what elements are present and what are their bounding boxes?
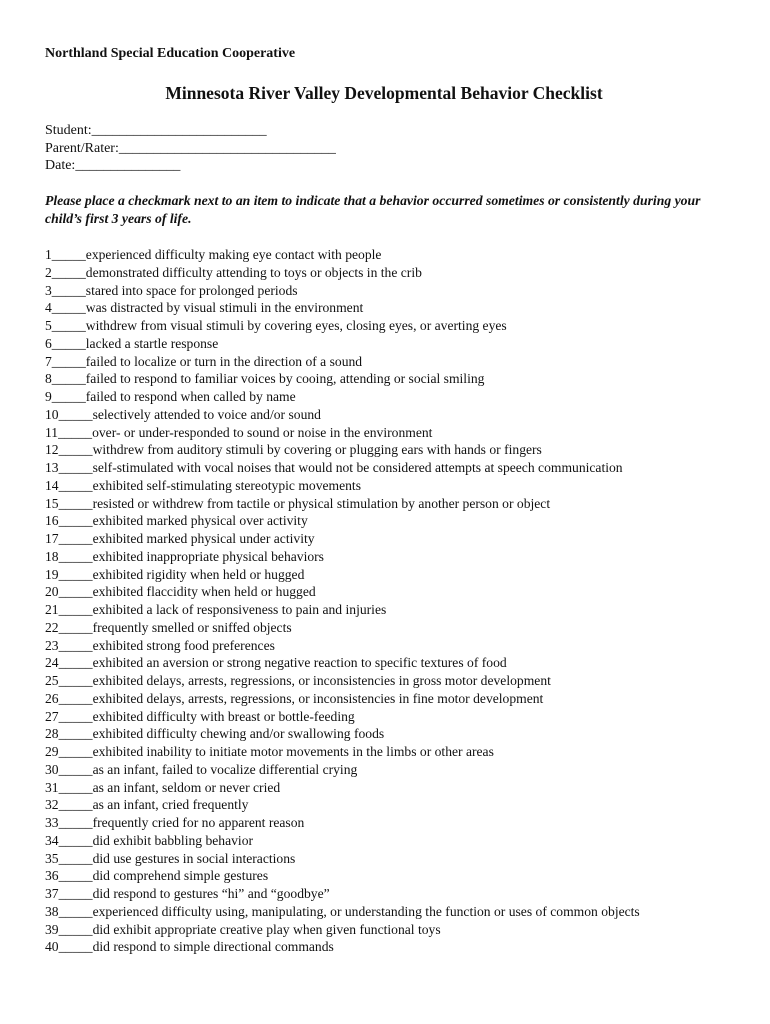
checklist-item: 30_____as an infant, failed to vocalize differential crying	[45, 761, 358, 777]
checklist-item: 14_____exhibited self-stimulating stereotypic movements	[45, 477, 361, 493]
parent-rater-field: Parent/Rater:_______________________________	[45, 140, 336, 156]
checklist-item: 26_____exhibited delays, arrests, regressions, or inconsistencies in fine motor development	[45, 690, 544, 706]
checklist-item: 33_____frequently cried for no apparent reason	[45, 815, 305, 830]
instructions-text: Please place a checkmark next to an item to indicate that a behavior occurred sometimes or consistently during your child’s first 3 years of life.	[45, 193, 701, 226]
checklist-item: 34_____did exhibit babbling behavior	[45, 832, 254, 848]
checklist-item: 9_____failed to respond when called by name	[45, 389, 296, 404]
checklist-item: 12_____withdrew from auditory stimuli by covering or plugging ears with hands or fingers	[45, 442, 542, 458]
checklist-item: 5_____withdrew from visual stimuli by covering eyes, closing eyes, or averting eyes	[45, 318, 507, 333]
checklist-item: 32_____as an infant, cried frequently	[45, 797, 249, 813]
checklist-item: 20_____exhibited flaccidity when held or hugged	[45, 584, 316, 600]
checklist-item: 40_____did respond to simple directional commands	[45, 939, 334, 955]
checklist-item: 8_____failed to respond to familiar voices by cooing, attending or social smiling	[45, 371, 485, 387]
checklist	[45, 246, 745, 956]
checklist-item: 1_____experienced difficulty making eye contact with people	[45, 247, 382, 262]
checklist-item: 15_____resisted or withdrew from tactile or physical stimulation by another person or object	[45, 495, 551, 511]
checklist-item: 22_____frequently smelled or sniffed objects	[45, 619, 292, 635]
student-field: Student:_________________________	[45, 123, 267, 138]
document-title: Minnesota River Valley Developmental Behavior Checklist	[165, 83, 603, 103]
checklist-item: 17_____exhibited marked physical under activity	[45, 531, 315, 546]
checklist-item: 31_____as an infant, seldom or never cried	[45, 779, 281, 795]
checklist-item: 23_____exhibited strong food preferences	[45, 637, 275, 653]
checklist-item: 24_____exhibited an aversion or strong negative reaction to specific textures of food	[45, 655, 507, 671]
checklist-item: 29_____exhibited inability to initiate motor movements in the limbs or other areas	[45, 744, 494, 759]
organization-name: Northland Special Education Cooperative	[45, 46, 296, 61]
checklist-item: 6_____lacked a startle response	[45, 335, 219, 351]
checklist-item: 27_____exhibited difficulty with breast or bottle-feeding	[45, 708, 355, 724]
checklist-item: 16_____exhibited marked physical over activity	[45, 513, 308, 529]
checklist-item: 39_____did exhibit appropriate creative play when given functional toys	[45, 921, 441, 937]
checklist-item: 2_____demonstrated difficulty attending to toys or objects in the crib	[45, 264, 422, 280]
checklist-item: 35_____did use gestures in social interactions	[45, 850, 296, 866]
respondent-fields	[45, 122, 336, 175]
checklist-item: 7_____failed to localize or turn in the direction of a sound	[45, 353, 363, 369]
checklist-item: 28_____exhibited difficulty chewing and/or swallowing foods	[45, 726, 385, 742]
checklist-item: 38_____experienced difficulty using, manipulating, or understanding the function or uses of common objects	[45, 903, 640, 919]
checklist-item: 19_____exhibited rigidity when held or hugged	[45, 566, 305, 582]
checklist-item: 18_____exhibited inappropriate physical behaviors	[45, 548, 324, 564]
checklist-item: 13_____self-stimulated with vocal noises that would not be considered attempts at speech communication	[45, 460, 623, 475]
checklist-item: 4_____was distracted by visual stimuli in the environment	[45, 300, 364, 316]
checklist-item: 37_____did respond to gestures “hi” and “goodbye”	[45, 886, 330, 901]
checklist-item: 21_____exhibited a lack of responsiveness to pain and injuries	[45, 602, 387, 617]
date-field: Date:_______________	[45, 158, 181, 173]
checklist-item: 36_____did comprehend simple gestures	[45, 868, 269, 884]
checklist-item: 25_____exhibited delays, arrests, regressions, or inconsistencies in gross motor development	[45, 673, 551, 688]
checklist-item: 10_____selectively attended to voice and/or sound	[45, 406, 321, 422]
checklist-item: 3_____stared into space for prolonged periods	[45, 282, 298, 298]
checklist-item: 11_____over- or under-responded to sound or noise in the environment	[45, 424, 433, 440]
